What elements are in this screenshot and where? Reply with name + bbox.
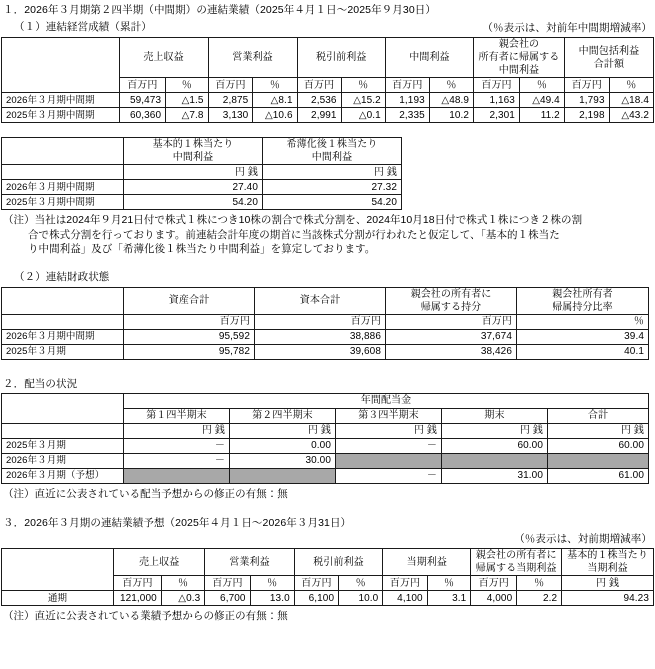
results-cell: △1.5 [166, 93, 208, 108]
dividend-cell: － [124, 453, 230, 468]
results-cell: 2,198 [564, 108, 609, 123]
results-row-label-fy2026: 2026年３月期中間期 [2, 93, 120, 108]
dividend-cell: － [336, 468, 442, 483]
results-cell: 1,193 [385, 93, 429, 108]
fp-row-label-fy2025: 2025年３月期 [2, 344, 124, 359]
fp-cell: 95,782 [124, 344, 255, 359]
unit-pretax-pct: ％ [341, 78, 385, 93]
dividend-group-header-row [2, 393, 649, 408]
eps-basic-line-1: 基本的１株当たり [152, 139, 234, 150]
eps-note-line-1: 当社は2024年９月21日付で株式１株につき10株の割合で株式分割を、2024年10月18日付で株式１株につき２株の割 [34, 214, 583, 226]
forecast-group-owners-profit [471, 549, 562, 576]
unit-comprehensive-pct: ％ [609, 78, 653, 93]
table-row [2, 93, 654, 108]
fp-owners-equity-line-1: 親会社の所有者に [410, 288, 492, 300]
dividend-cell: － [336, 438, 442, 453]
unit-comprehensive-amount: 百万円 [564, 78, 609, 93]
results-cell: △49.4 [519, 93, 564, 108]
eps-cell: 27.32 [263, 180, 402, 195]
eps-unit-row [2, 165, 402, 180]
eps-table-wrap [0, 137, 655, 210]
unit-interim-pct: ％ [429, 78, 473, 93]
results-group-pretax-profit: 税引前利益 [297, 38, 385, 78]
section-3-heading: ３．2026年３月期の連結業績予想（2025年４月１日～2026年３月31日） [3, 517, 352, 529]
eps-unit-basic: 円 銭 [124, 165, 263, 180]
results-group-comprehensive-income [564, 38, 653, 78]
unit-op-amount: 百万円 [208, 78, 253, 93]
results-cell: 2,301 [474, 108, 520, 123]
fp-header-total-equity [255, 287, 386, 314]
dividend-header-year-end: 期末 [442, 408, 548, 423]
fp-cell: 39.4 [517, 329, 649, 344]
fp-cell: 37,674 [386, 329, 517, 344]
dividend-unit-q2: 円 銭 [230, 423, 336, 438]
eps-corner-cell [2, 138, 124, 165]
results-corner-cell [2, 38, 120, 93]
eps-note-label: （注） [3, 214, 35, 226]
unit-interim-amount: 百万円 [385, 78, 429, 93]
dividend-cell-shaded [548, 453, 649, 468]
comprehensive-income-line-2: 合計額 [593, 58, 625, 70]
fp-unit-equity: 百万円 [255, 314, 386, 329]
forecast-note: （注）直近に公表されている業績予想からの修正の有無：無 [3, 610, 288, 622]
earnings-per-share-table [1, 137, 402, 210]
forecast-unit-pretax-pct: ％ [339, 576, 383, 591]
eps-basic-line-2: 中間利益 [172, 152, 214, 163]
results-cell: △8.1 [253, 93, 297, 108]
forecast-eps-line-1: 基本的１株当たり [567, 550, 648, 561]
section-3-percent-note: （％表示は、対前期増減率） [514, 533, 652, 545]
dividend-unit-total: 円 銭 [548, 423, 649, 438]
forecast-cell: 4,100 [383, 591, 427, 606]
forecast-unit-net-amount: 百万円 [383, 576, 427, 591]
table-row [2, 329, 649, 344]
results-cell: 2,875 [208, 93, 253, 108]
unit-owners-pct: ％ [519, 78, 564, 93]
dividend-status-table [1, 393, 649, 484]
fp-row-label-fy2026: 2026年３月期中間期 [2, 329, 124, 344]
results-cell: 11.2 [519, 108, 564, 123]
dividend-cell: 60.00 [442, 438, 548, 453]
forecast-group-header-row [2, 549, 654, 576]
table-row [2, 344, 649, 359]
dividend-header-total: 合計 [548, 408, 649, 423]
owners-profit-line-2: 所有者に帰属する [478, 52, 560, 63]
results-cell: 3,130 [208, 108, 253, 123]
eps-header-diluted [263, 138, 402, 165]
dividend-unit-blank [2, 423, 124, 438]
section-1-1-subheading: （１）連結経営成績（累計） [14, 21, 152, 33]
dividend-cell-shaded [442, 453, 548, 468]
forecast-unit-revenue-pct: ％ [161, 576, 205, 591]
forecast-cell: 4,000 [471, 591, 517, 606]
fp-header-owners-equity [386, 287, 517, 314]
eps-note-line-2: 合で株式分割を行っております。前連結会計年度の期首に当該株式分割が行われたと仮定して、「基本的１株当た [28, 228, 560, 241]
unit-revenue-pct: ％ [166, 78, 208, 93]
fp-unit-ratio: ％ [517, 314, 649, 329]
dividend-cell: 61.00 [548, 468, 649, 483]
forecast-owners-line-2: 帰属する当期利益 [475, 563, 557, 574]
fp-header-equity-ratio [517, 287, 649, 314]
fp-header-row [2, 287, 649, 314]
fp-unit-blank [2, 314, 124, 329]
results-cell: △15.2 [341, 93, 385, 108]
unit-op-pct: ％ [253, 78, 297, 93]
dividend-unit-q3: 円 銭 [336, 423, 442, 438]
forecast-group-operating-profit: 営業利益 [205, 549, 294, 576]
table-row [2, 180, 402, 195]
eps-row-label-fy2025: 2025年３月期中間期 [2, 195, 124, 210]
eps-unit-diluted: 円 銭 [263, 165, 402, 180]
dividend-unit-year-end: 円 銭 [442, 423, 548, 438]
table-row [2, 468, 649, 483]
forecast-cell: △0.3 [161, 591, 205, 606]
dividend-corner-cell [2, 393, 124, 423]
dividend-cell: 31.00 [442, 468, 548, 483]
forecast-unit-op-pct: ％ [250, 576, 294, 591]
forecast-cell: 2.2 [517, 591, 562, 606]
dividend-cell-shaded [124, 468, 230, 483]
full-year-forecast-table [1, 548, 654, 606]
results-cell: △18.4 [609, 93, 653, 108]
dividend-cell: 60.00 [548, 438, 649, 453]
forecast-unit-revenue-amount: 百万円 [114, 576, 162, 591]
section-1-subheading-row [0, 19, 655, 37]
table-row [2, 591, 654, 606]
fp-cell: 95,592 [124, 329, 255, 344]
eps-header-basic [124, 138, 263, 165]
fp-header-total-assets [124, 287, 255, 314]
fp-cell: 38,886 [255, 329, 386, 344]
dividend-row-label-fy2025: 2025年３月期 [2, 438, 124, 453]
dividend-unit-row [2, 423, 649, 438]
comprehensive-income-line-1: 中間包括利益 [578, 45, 640, 57]
results-row-label-fy2025: 2025年３月期中間期 [2, 108, 120, 123]
eps-cell: 27.40 [124, 180, 263, 195]
fp-unit-assets: 百万円 [124, 314, 255, 329]
results-table-wrap [0, 37, 655, 123]
dividend-note: （注）直近に公表されている配当予想からの修正の有無：無 [3, 487, 288, 500]
owners-profit-line-3: 中間利益 [498, 65, 540, 76]
dividend-row-label-fy2026: 2026年３月期 [2, 453, 124, 468]
fp-cell: 38,426 [386, 344, 517, 359]
results-group-operating-profit: 営業利益 [208, 38, 297, 78]
section-1-2-subheading: （２）連結財政状態 [14, 270, 110, 283]
fp-total-assets-line-1: 資産合計 [168, 295, 210, 306]
results-cell: 2,335 [385, 108, 429, 123]
forecast-cell: 13.0 [250, 591, 294, 606]
forecast-group-revenue: 売上収益 [114, 549, 205, 576]
section-1-heading: １．2026年３月期第２四半期（中間期）の連結業績（2025年４月１日～2025年９月30日） [3, 4, 436, 16]
eps-cell: 54.20 [124, 195, 263, 210]
section-2-heading: ２．配当の状況 [3, 377, 78, 390]
results-cell: 2,536 [297, 93, 341, 108]
forecast-table-wrap [0, 548, 655, 606]
consolidated-results-table [1, 37, 654, 123]
forecast-unit-owners-pct: ％ [517, 576, 562, 591]
results-cell: △10.6 [253, 108, 297, 123]
table-row [2, 195, 402, 210]
fp-cell: 39,608 [255, 344, 386, 359]
forecast-eps-line-2: 当期利益 [587, 563, 628, 574]
results-group-revenue: 売上収益 [119, 38, 208, 78]
dividend-cell-shaded [230, 468, 336, 483]
section-1-percent-note: （％表示は、対前年中間期増減率） [482, 22, 652, 34]
dividend-header-q1: 第１四半期末 [124, 408, 230, 423]
dividend-cell: － [124, 438, 230, 453]
eps-unit-blank [2, 165, 124, 180]
forecast-corner-cell [2, 549, 114, 591]
forecast-group-basic-eps [562, 549, 654, 576]
fp-unit-owners-equity: 百万円 [386, 314, 517, 329]
forecast-unit-pretax-amount: 百万円 [294, 576, 338, 591]
eps-note-first-line [3, 213, 653, 228]
forecast-unit-eps: 円 銭 [562, 576, 654, 591]
forecast-owners-line-1: 親会社の所有者に [475, 550, 557, 561]
results-cell: 1,793 [564, 93, 609, 108]
forecast-cell: 10.0 [339, 591, 383, 606]
results-cell: △7.8 [166, 108, 208, 123]
forecast-group-pretax-profit: 税引前利益 [294, 549, 383, 576]
forecast-unit-owners-amount: 百万円 [471, 576, 517, 591]
results-group-header-row [2, 38, 654, 78]
unit-owners-amount: 百万円 [474, 78, 520, 93]
fp-owners-equity-line-2: 帰属する持分 [420, 301, 482, 313]
dividend-unit-q1: 円 銭 [124, 423, 230, 438]
forecast-cell: 6,700 [205, 591, 250, 606]
unit-revenue-amount: 百万円 [119, 78, 166, 93]
forecast-unit-op-amount: 百万円 [205, 576, 250, 591]
eps-diluted-line-1: 希薄化後１株当たり [286, 139, 378, 150]
dividend-cell: 30.00 [230, 453, 336, 468]
results-cell: △48.9 [429, 93, 473, 108]
unit-pretax-amount: 百万円 [297, 78, 341, 93]
dividend-row-label-fy2026-forecast: 2026年３月期（予想） [2, 468, 124, 483]
eps-header-row [2, 138, 402, 165]
results-group-interim-profit: 中間利益 [385, 38, 473, 78]
results-cell: △43.2 [609, 108, 653, 123]
table-row [2, 108, 654, 123]
dividend-cell-shaded [336, 453, 442, 468]
results-group-owners-interim-profit [474, 38, 565, 78]
results-cell: 1,163 [474, 93, 520, 108]
eps-row-label-fy2026: 2026年３月期中間期 [2, 180, 124, 195]
financial-position-table-wrap [0, 287, 655, 360]
fp-corner-cell [2, 287, 124, 314]
financial-position-table [1, 287, 649, 360]
results-cell: △0.1 [341, 108, 385, 123]
fp-total-equity-line-1: 資本合計 [299, 295, 341, 306]
dividend-header-q2: 第２四半期末 [230, 408, 336, 423]
dividend-cell: 0.00 [230, 438, 336, 453]
forecast-cell: 6,100 [294, 591, 338, 606]
dividend-table-wrap [0, 393, 655, 484]
table-row [2, 453, 649, 468]
forecast-row-label-full-year: 通期 [2, 591, 114, 606]
eps-note [0, 210, 655, 259]
results-cell: 2,991 [297, 108, 341, 123]
results-cell: 60,360 [119, 108, 166, 123]
dividend-group-annual: 年間配当金 [124, 393, 649, 408]
eps-diluted-line-2: 中間利益 [311, 152, 353, 163]
results-cell: 59,473 [119, 93, 166, 108]
fp-equity-ratio-line-1: 親会社所有者 [552, 288, 613, 300]
owners-profit-line-1: 親会社の [498, 39, 540, 50]
dividend-header-q3: 第３四半期末 [336, 408, 442, 423]
eps-cell: 54.20 [263, 195, 402, 210]
eps-note-line-3: り中間利益」及び「希薄化後１株当たり中間利益」を算定しております。 [28, 243, 376, 255]
forecast-cell: 121,000 [114, 591, 162, 606]
results-cell: 10.2 [429, 108, 473, 123]
forecast-unit-net-pct: ％ [427, 576, 471, 591]
forecast-group-net-profit: 当期利益 [383, 549, 471, 576]
table-row [2, 438, 649, 453]
forecast-cell: 94.23 [562, 591, 654, 606]
fp-equity-ratio-line-2: 帰属持分比率 [552, 301, 613, 313]
fp-cell: 40.1 [517, 344, 649, 359]
forecast-cell: 3.1 [427, 591, 471, 606]
fp-unit-row [2, 314, 649, 329]
